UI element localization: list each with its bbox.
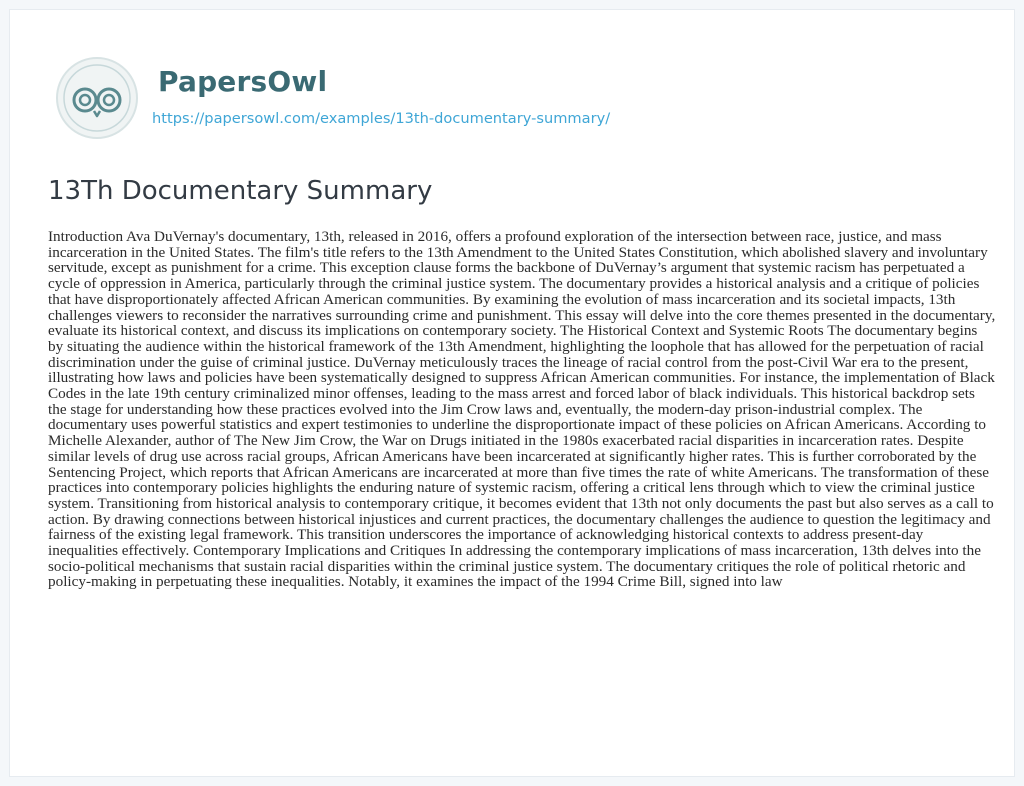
site-header [54, 55, 954, 145]
brand-name: PapersOwl [158, 65, 328, 98]
owl-logo-icon [54, 55, 140, 141]
document-body-text: Introduction Ava DuVernay's documentary, 13th, released in 2016, offers a profound exploration of the intersection between race, justice, and mass incarceration in the United States. The film's title refers to the 13th Amendment to the United States Constitution, which abolished slavery and involuntary servitude, except as punishment for a crime. This exception clause forms the backbone of DuVernay’s argument that systemic racism has perpetuated a cycle of oppression in America, particularly through the criminal justice system. The documentary provides a historical analysis and a critique of policies that have disproportionately affected African American communities. By examining the evolution of mass incarceration and its societal impacts, 13th challenges viewers to reconsider the narratives surrounding crime and punishment. This essay will delve into the core themes presented in the documentary, evaluate its historical context, and discuss its implications on contemporary society. The Historical Context and Systemic Roots The documentary begins by situating the audience within the historical framework of the 13th Amendment, highlighting the loophole that has allowed for the perpetuation of racial discrimination under the guise of criminal justice. DuVernay meticulously traces the lineage of racial control from the post-Civil War era to the present, illustrating how laws and policies have been systematically designed to suppress African American communities. For instance, the implementation of Black Codes in the late 19th century criminalized minor offenses, leading to the mass arrest and forced labor of black individuals. This historical backdrop sets the stage for understanding how these practices evolved into the Jim Crow laws and, eventually, the modern-day prison-industrial complex. The documentary uses powerful statistics and expert testimonies to underline the disproportionate impact of these policies on African Americans. According to Michelle Alexander, author of The New Jim Crow, the War on Drugs initiated in the 1980s exacerbated racial disparities in incarceration rates. Despite similar levels of drug use across racial groups, African Americans have been incarcerated at significantly higher rates. This is further corroborated by the Sentencing Project, which reports that African Americans are incarcerated at more than five times the rate of white Americans. The transformation of these practices into contemporary policies highlights the enduring nature of systemic racism, offering a critical lens through which to view the criminal justice system. Transitioning from historical analysis to contemporary critique, it becomes evident that 13th not only documents the past but also serves as a call to action. By drawing connections between historical injustices and current practices, the documentary challenges the audience to question the legitimacy and fairness of the existing legal framework. This transition underscores the importance of acknowledging historical contexts to address present-day inequalities effectively. Contemporary Implications and Critiques In addressing the contemporary implications of mass incarceration, 13th delves into the socio-political mechanisms that sustain racial disparities within the criminal justice system. The documentary critiques the role of political rhetoric and policy-making in perpetuating these inequalities. Notably, it examines the impact of the 1994 Crime Bill, signed into law [48, 228, 996, 591]
page-title: 13Th Documentary Summary [48, 176, 433, 206]
source-url-link[interactable]: https://papersowl.com/examples/13th-documentary-summary/ [152, 110, 611, 127]
document-page [9, 9, 1015, 777]
